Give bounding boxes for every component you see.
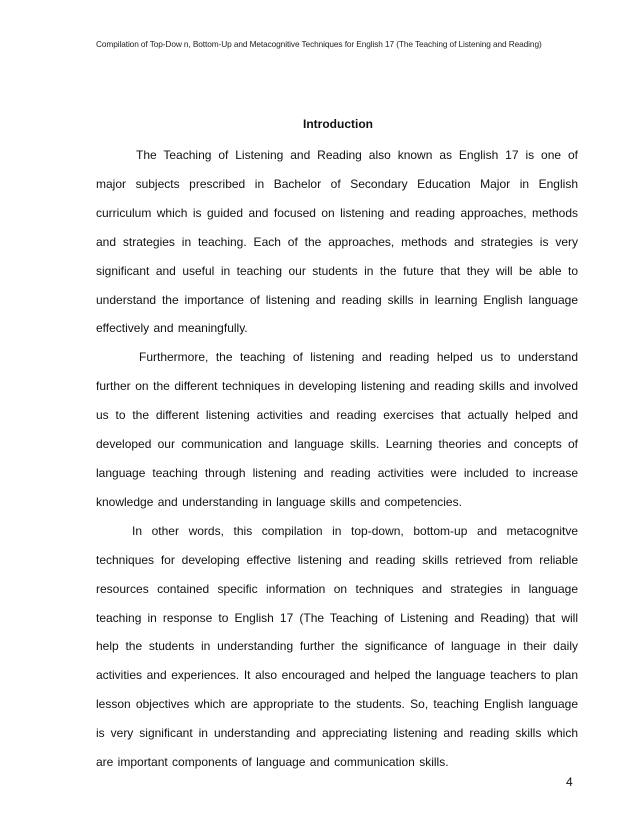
paragraph-3: In other words, this compilation in top-down, bottom-up and metacognitve techniques for developing effective listening and reading skills retrieved from reliable resources contained specific information on techniques and strategies in language teaching in response to English 17 (The Teaching of Listening and Reading) that will help the students in understanding further the significance of language in their daily activities and experiences. It also encouraged and helped the language teachers to plan lesson objectives which are appropriate to the students. So, teaching English language is very significant in understanding and appreciating listening and reading skills which are important components of language and communication skills. bbox=[96, 523, 578, 770]
running-header: Compilation of Top-Dow n, Bottom-Up and Metacognitive Techniques for English 17 (The Teaching of Listening and Reading) bbox=[96, 39, 542, 49]
page-number: 4 bbox=[566, 775, 573, 789]
paragraph-1: The Teaching of Listening and Reading also known as English 17 is one of major subjects prescribed in Bachelor of Secondary Education Major in English curriculum which is guided and focused on listening and reading approaches, methods and strategies in teaching. Each of the approaches, methods and strategies is very significant and useful in teaching our students in the future that they will be able to understand the importance of listening and reading skills in learning English language effectively and meaningfully. bbox=[96, 148, 578, 336]
body-text bbox=[96, 141, 578, 777]
paragraph-2: Furthermore, the teaching of listening and reading helped us to understand further on the different techniques in developing listening and reading skills and involved us to the different listening activities and reading exercises that actually helped and developed our communication and language skills. Learning theories and concepts of language teaching through listening and reading activities were included to increase knowledge and understanding in language skills and competencies. bbox=[96, 350, 578, 509]
section-title-text: Introduction bbox=[303, 117, 373, 131]
section-title bbox=[96, 117, 578, 131]
